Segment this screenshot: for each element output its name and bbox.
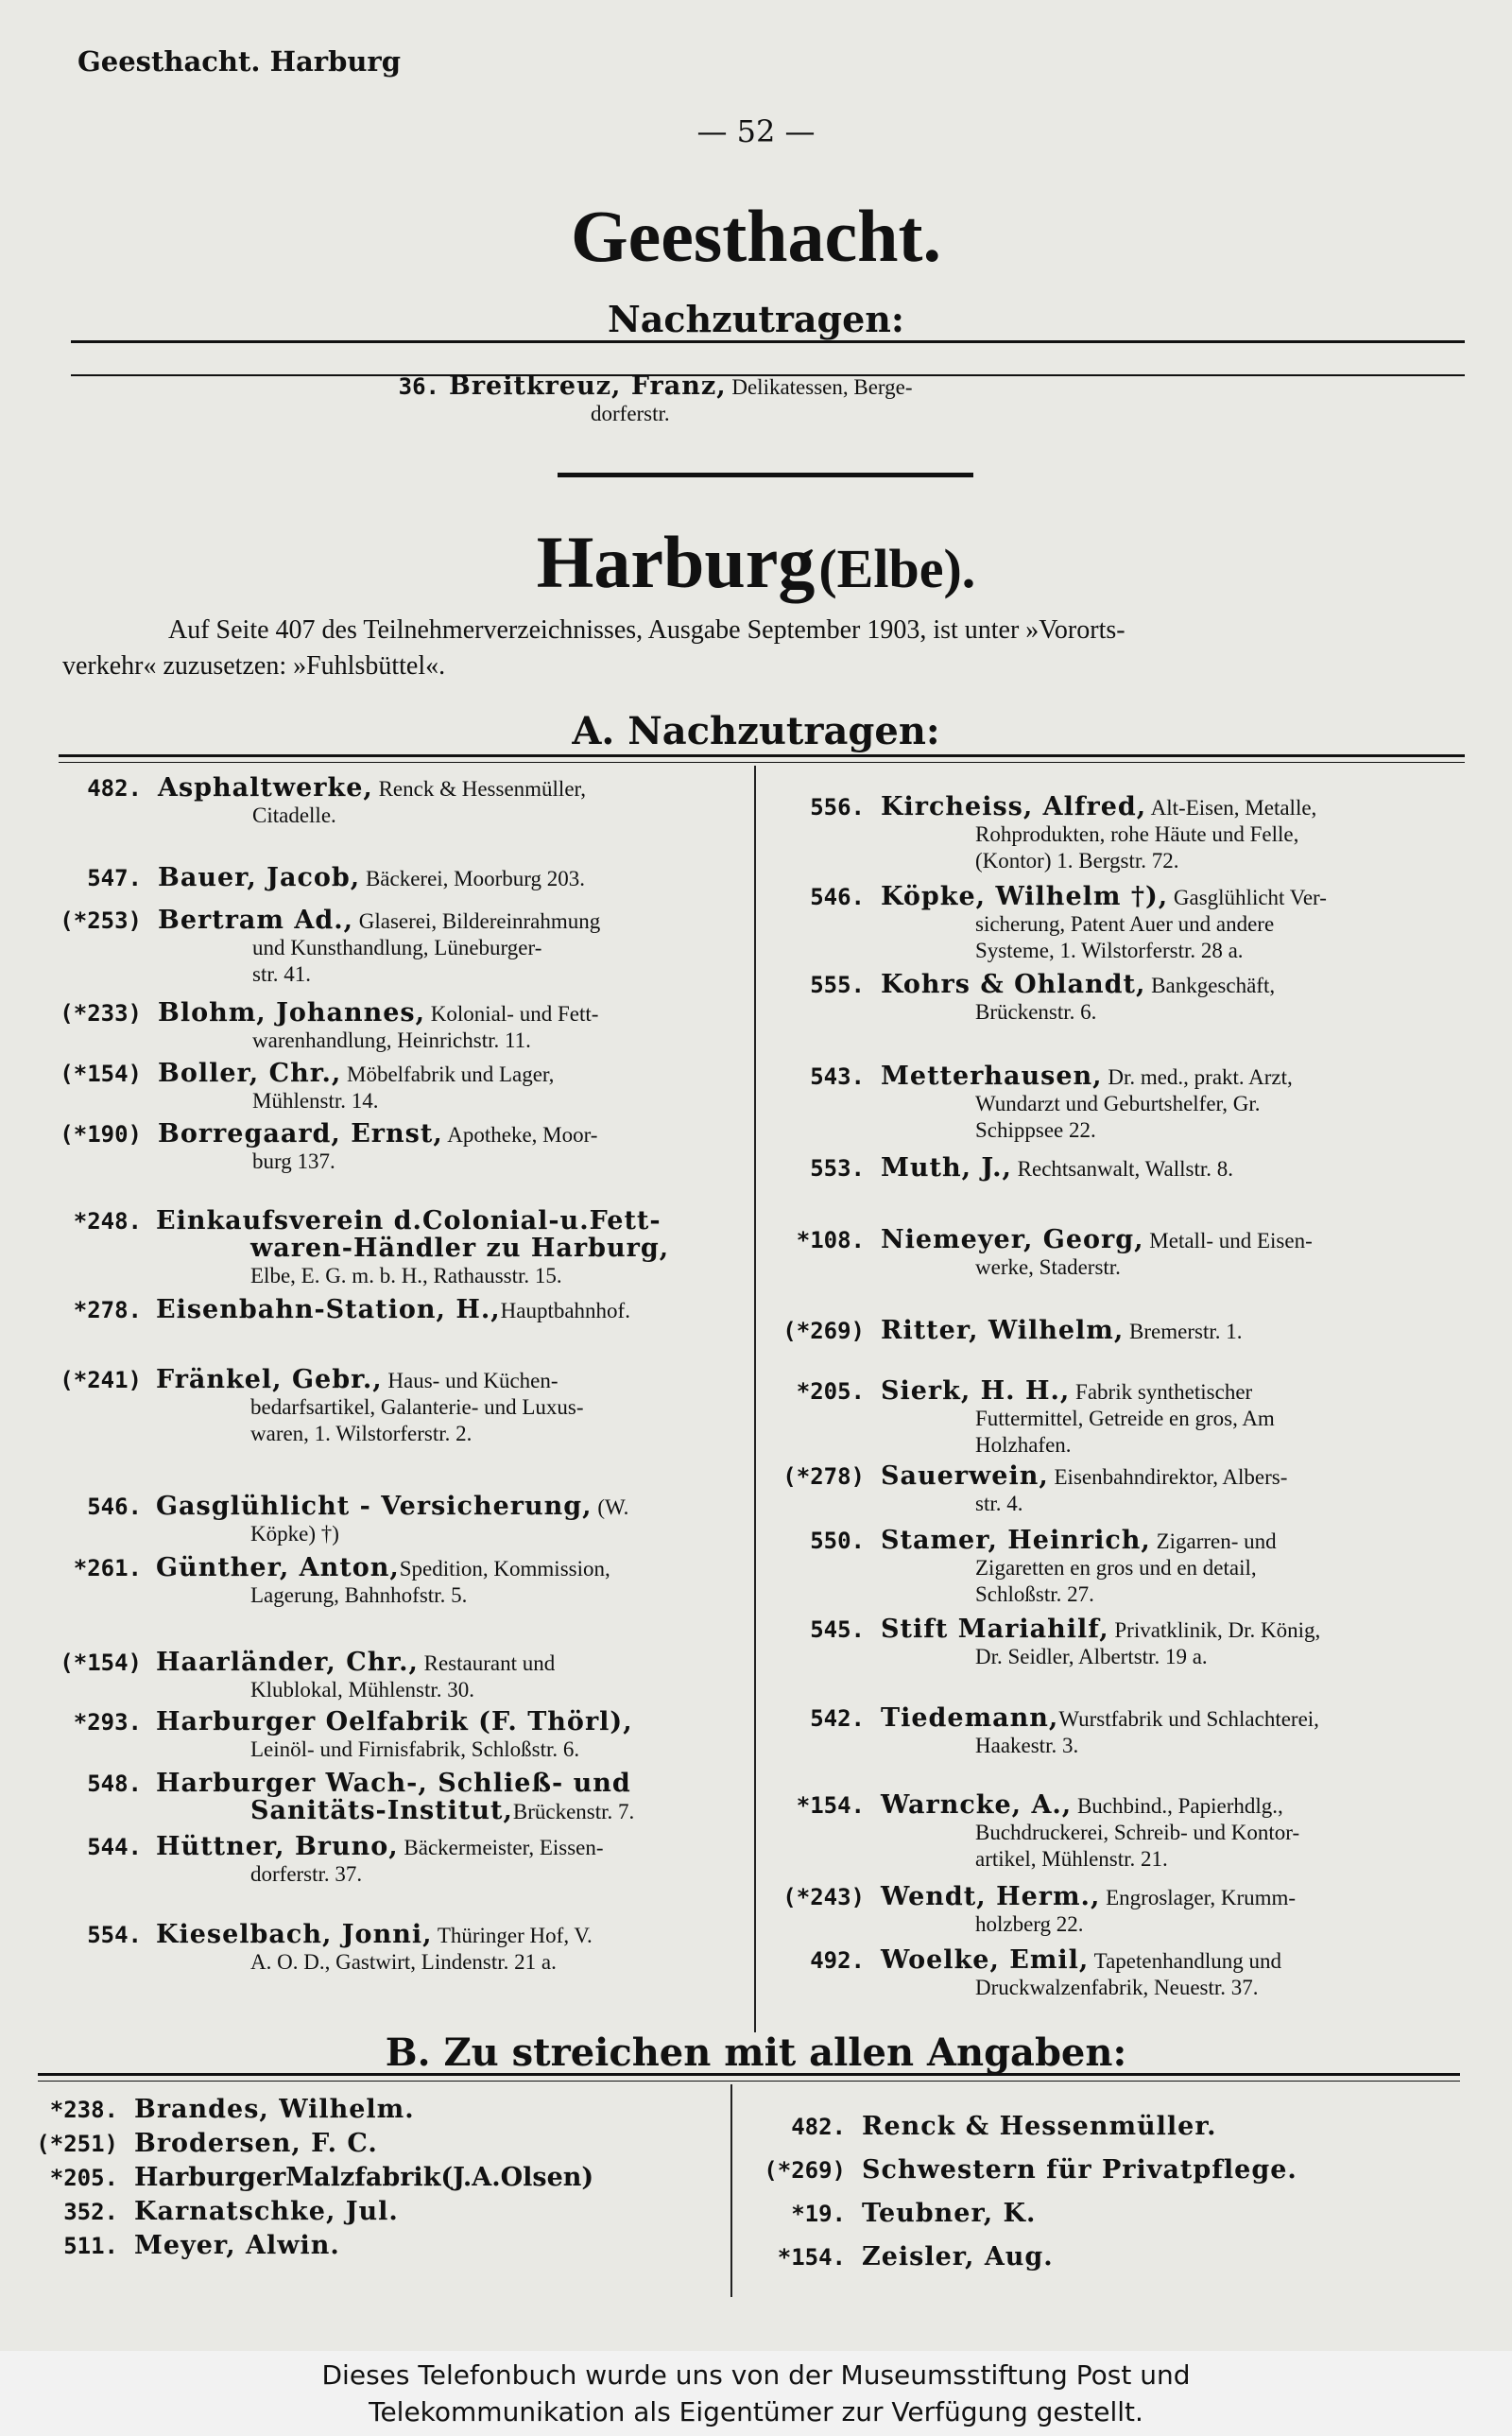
entry-description: (Kontor) 1. Bergstr. 72. <box>975 849 1179 872</box>
entry-name: Tiedemann, <box>881 1703 1059 1733</box>
entry-description: Fabrik synthetischer <box>1075 1380 1253 1404</box>
entry-number: 544. <box>87 1834 142 1860</box>
entry-number: *205. <box>49 2165 118 2191</box>
entry-name: Brandes, Wilhelm. <box>134 2095 415 2124</box>
entry-description: Thüringer Hof, V. <box>437 1924 593 1947</box>
entry-description: Dr. Seidler, Albertstr. 19 a. <box>975 1645 1208 1668</box>
entry-name: Bauer, Jacob, <box>158 863 361 892</box>
entry-name: Asphaltwerke, <box>158 773 373 803</box>
entry-description: Haakestr. 3. <box>975 1734 1079 1757</box>
geesthacht-title: Geesthacht. <box>570 195 942 277</box>
intro-line: Auf Seite 407 des Teilnehmerverzeichnisses, Ausgabe September 1903, ist unter »Vororts- <box>168 615 1125 645</box>
entry-number: 548. <box>87 1771 142 1797</box>
entry-description: und Kunsthandlung, Lüneburger- <box>252 936 542 959</box>
entry-number: 482. <box>791 2114 846 2140</box>
page-number: — 52 — <box>696 113 816 149</box>
entry-description: holzberg 22. <box>975 1912 1084 1936</box>
entry-number: 545. <box>810 1616 865 1643</box>
entry-number: 543. <box>810 1063 865 1090</box>
entry-number: *278. <box>73 1297 142 1323</box>
entry-number: 36. <box>398 373 439 400</box>
entry-description: Köpke) †) <box>250 1522 339 1546</box>
entry-name: Stamer, Heinrich, <box>881 1526 1151 1555</box>
entry-number: 542. <box>810 1705 865 1732</box>
entry-number: 547. <box>87 865 142 891</box>
entry-name: Fränkel, Gebr., <box>156 1365 383 1394</box>
entry-number: *154. <box>796 1792 865 1819</box>
entry-number: *293. <box>73 1709 142 1736</box>
entry-name: Wendt, Herm., <box>881 1882 1101 1911</box>
entry-number: (*269) <box>764 2157 846 2184</box>
column-divider <box>730 2084 732 2297</box>
harburg-title <box>0 520 1512 605</box>
rule <box>38 2073 1460 2076</box>
entry-description: waren, 1. Wilstorferstr. 2. <box>250 1422 472 1445</box>
entry-number: 492. <box>810 1947 865 1974</box>
footer-line: Telekommunikation als Eigentümer zur Verfügung gestellt. <box>369 2396 1143 2427</box>
entry-name: Breitkreuz, Franz, <box>449 371 727 401</box>
entry-name: Sanitäts-Institut, <box>250 1796 513 1825</box>
entry-description: Restaurant und <box>423 1651 556 1675</box>
entry-name: Harburger Wach-, Schließ- und <box>156 1769 631 1798</box>
entry-number: 546. <box>87 1494 142 1520</box>
entry-name: Zeisler, Aug. <box>862 2242 1054 2272</box>
entry-number: (*233) <box>60 1000 142 1027</box>
entry-name: Harburger Oelfabrik (F. Thörl), <box>156 1707 633 1736</box>
entry-description: warenhandlung, Heinrichstr. 11. <box>252 1028 531 1052</box>
entry-name: Boller, Chr., <box>158 1059 342 1088</box>
entry-number: (*190) <box>60 1121 142 1148</box>
entry-description: Renck & Hessenmüller, <box>378 777 587 801</box>
entry-name: Niemeyer, Georg, <box>881 1225 1144 1254</box>
entry-number: 556. <box>810 794 865 821</box>
harburg-intro <box>62 613 1461 684</box>
entry-description: Privatklinik, Dr. König, <box>1114 1618 1321 1642</box>
entry-name: Kohrs & Ohlandt, <box>881 970 1146 999</box>
entry-number: *261. <box>73 1555 142 1581</box>
entry-description: Dr. med., prakt. Arzt, <box>1108 1065 1293 1089</box>
entry-description: Buchbind., Papierhdlg., <box>1076 1794 1283 1818</box>
entry-name: Warncke, A., <box>881 1790 1073 1820</box>
entry-description: Metall- und Eisen- <box>1149 1229 1313 1253</box>
entry-number: *238. <box>49 2097 118 2123</box>
entry-description: Rohprodukten, rohe Häute und Felle, <box>975 822 1299 846</box>
attribution-footer <box>0 2351 1512 2436</box>
harburg-title-main: Harburg <box>536 521 816 603</box>
column-divider <box>754 766 756 2032</box>
entry-number: 550. <box>810 1528 865 1554</box>
entry-description: Brückenstr. 6. <box>975 1000 1097 1024</box>
entry-number: 553. <box>810 1155 865 1182</box>
entry-description: Schloßstr. 27. <box>975 1582 1094 1606</box>
entry-name: Kircheiss, Alfred, <box>881 792 1147 821</box>
footer-line: Dieses Telefonbuch wurde uns von der Museumsstiftung Post und <box>321 2359 1191 2391</box>
entry-description: Druckwalzenfabrik, Neuestr. 37. <box>975 1976 1259 1999</box>
entry-number: *248. <box>73 1208 142 1235</box>
entry-number: (*253) <box>60 907 142 934</box>
entry-description: Kolonial- und Fett- <box>430 1002 599 1026</box>
harburg-title-suffix: (Elbe). <box>818 538 976 599</box>
entry-name: Gasglühlicht - Versicherung, <box>156 1492 593 1521</box>
entry-description: Citadelle. <box>252 803 336 827</box>
entry-number: (*154) <box>60 1650 142 1676</box>
entry-description: Wurstfabrik und Schlachterei, <box>1058 1707 1319 1731</box>
entry-description: sicherung, Patent Auer und andere <box>975 912 1275 936</box>
entry-name: Kieselbach, Jonni, <box>156 1920 433 1949</box>
entry-description: Leinöl- und Firnisfabrik, Schloßstr. 6. <box>250 1737 580 1761</box>
rule <box>38 2081 1460 2082</box>
entry-description: Brückenstr. 7. <box>512 1800 635 1823</box>
entry-description: Holzhafen. <box>975 1433 1072 1457</box>
entry-number: 554. <box>87 1922 142 1948</box>
entry-number: *205. <box>796 1378 865 1405</box>
rule <box>59 754 1465 757</box>
entry-name: Meyer, Alwin. <box>134 2231 340 2260</box>
entry-description: Tapetenhandlung und <box>1093 1949 1281 1973</box>
entry-number: *19. <box>791 2201 846 2227</box>
entry-number: 511. <box>63 2233 118 2259</box>
entry-description: werke, Staderstr. <box>975 1255 1121 1279</box>
entry-name: Einkaufsverein d.Colonial-u.Fett- <box>156 1206 662 1235</box>
entry-description: Zigarren- und <box>1156 1529 1277 1553</box>
entry-name: waren-Händler zu Harburg, <box>250 1234 670 1263</box>
entry-description: Hauptbahnhof. <box>500 1299 630 1322</box>
entry-name: Teubner, K. <box>862 2199 1037 2228</box>
entry-description: Apotheke, Moor- <box>447 1123 598 1147</box>
entry-name: Schwestern für Privatpflege. <box>862 2155 1297 2185</box>
entry-description: Buchdruckerei, Schreib- und Kontor- <box>975 1821 1300 1844</box>
entry-description: artikel, Mühlenstr. 21. <box>975 1847 1168 1871</box>
entry-name: Karnatschke, Jul. <box>134 2197 399 2226</box>
entry-description: Lagerung, Bahnhofstr. 5. <box>250 1583 468 1607</box>
rule <box>71 340 1465 343</box>
entry-description: Engroslager, Krumm- <box>1106 1886 1297 1909</box>
entry-description: (W. <box>597 1495 629 1519</box>
entry-name: Eisenbahn-Station, H., <box>156 1295 501 1324</box>
entry-number: 555. <box>810 972 865 998</box>
entry-description: Futtermittel, Getreide en gros, Am <box>975 1407 1275 1430</box>
entry-description: Bremerstr. 1. <box>1129 1320 1243 1343</box>
entry-number: 352. <box>63 2199 118 2225</box>
entry-name: Sauerwein, <box>881 1461 1049 1491</box>
entry-name: Hüttner, Bruno, <box>156 1832 399 1861</box>
entry-number: 546. <box>810 884 865 910</box>
entry-description: Eisenbahndirektor, Albers- <box>1054 1465 1288 1489</box>
running-head: Geesthacht. Harburg <box>77 45 401 78</box>
entry-description: Delikatessen, Berge- <box>731 375 913 399</box>
entry-number: 482. <box>87 775 142 802</box>
entry-name: Stift Mariahilf, <box>881 1615 1109 1644</box>
entry-name: HarburgerMalzfabrik(J.A.Olsen) <box>134 2163 594 2192</box>
entry-number: (*241) <box>60 1367 142 1393</box>
geesthacht-section-heading: Nachzutragen: <box>608 298 904 340</box>
entry-description: Bankgeschäft, <box>1151 974 1276 997</box>
entry-description: Glaserei, Bildereinrahmung <box>358 909 601 933</box>
separator-rule <box>558 473 973 477</box>
entry-description: Zigaretten en gros und en detail, <box>975 1556 1257 1580</box>
entry-name: Haarländer, Chr., <box>156 1648 419 1677</box>
intro-line: verkehr« zuzusetzen: »Fuhlsbüttel«. <box>62 651 446 681</box>
entry-name: Sierk, H. H., <box>881 1376 1071 1406</box>
entry-description: Systeme, 1. Wilstorferstr. 28 a. <box>975 939 1244 962</box>
entry-description: Spedition, Kommission, <box>399 1557 610 1581</box>
entry-description: str. 4. <box>975 1492 1023 1515</box>
entry-description: Bäckermeister, Eissen- <box>404 1836 604 1859</box>
entry-name: Metterhausen, <box>881 1062 1103 1091</box>
entry-description: dorferstr. 37. <box>250 1862 363 1886</box>
entry-description: Schippsee 22. <box>975 1118 1096 1142</box>
section-a-heading: A. Nachzutragen: <box>572 709 940 753</box>
entry-name: Köpke, Wilhelm †), <box>881 882 1169 911</box>
entry-description: A. O. D., Gastwirt, Lindenstr. 21 a. <box>250 1950 557 1974</box>
entry-description: str. 41. <box>252 962 311 986</box>
rule <box>59 762 1465 763</box>
entry-name: Brodersen, F. C. <box>134 2129 378 2158</box>
entry-description: Wundarzt und Geburtshelfer, Gr. <box>975 1092 1261 1115</box>
entry-description: Mühlenstr. 14. <box>252 1089 379 1113</box>
entry-description: bedarfsartikel, Galanterie- und Luxus- <box>250 1395 584 1419</box>
entry-name: Günther, Anton, <box>156 1553 400 1582</box>
entry-description: dorferstr. <box>591 402 670 425</box>
entry-number: *154. <box>777 2244 846 2271</box>
entry-number: (*251) <box>36 2131 118 2157</box>
entry-name: Bertram Ad., <box>158 906 354 935</box>
entry-name: Renck & Hessenmüller. <box>862 2112 1217 2141</box>
entry-description: Möbelfabrik und Lager, <box>347 1063 555 1086</box>
entry-name: Blohm, Johannes, <box>158 998 426 1028</box>
entry-number: (*154) <box>60 1061 142 1087</box>
entry-number: (*243) <box>782 1884 865 1910</box>
entry-description: Klublokal, Mühlenstr. 30. <box>250 1678 475 1702</box>
entry-description: burg 137. <box>252 1149 335 1173</box>
entry-name: Woelke, Emil, <box>881 1945 1090 1975</box>
entry-number: (*278) <box>782 1463 865 1490</box>
entry-name: Borregaard, Ernst, <box>158 1119 443 1149</box>
entry-name: Ritter, Wilhelm, <box>881 1316 1125 1345</box>
entry-description: Elbe, E. G. m. b. H., Rathausstr. 15. <box>250 1264 562 1287</box>
entry-number: (*269) <box>782 1318 865 1344</box>
entry-description: Bäckerei, Moorburg 203. <box>365 867 586 890</box>
section-b-heading: B. Zu streichen mit allen Angaben: <box>385 2030 1127 2075</box>
entry-number: *108. <box>796 1227 865 1253</box>
entry-description: Haus- und Küchen- <box>387 1369 558 1392</box>
entry-description: Gasglühlicht Ver- <box>1173 886 1327 909</box>
entry-description: Alt-Eisen, Metalle, <box>1150 796 1317 820</box>
entry-description: Rechtsanwalt, Wallstr. 8. <box>1017 1157 1233 1181</box>
entry-name: Muth, J., <box>881 1153 1012 1183</box>
